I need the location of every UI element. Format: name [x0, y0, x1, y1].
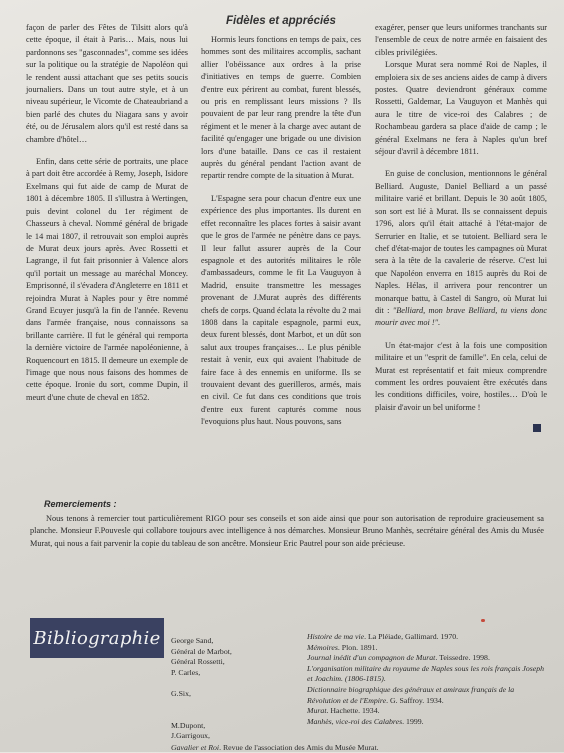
bibliography-entry [307, 717, 547, 728]
bibliography-authors [171, 636, 293, 742]
bibliography-entry [307, 653, 547, 664]
bibliography-author: M.Dupont, [171, 720, 206, 730]
entry-title: L'organisation militaire du royaume de Naples sous les rois français Joseph et Joachim. (1806-1815). [307, 663, 545, 684]
article-column-3 [375, 22, 547, 492]
col2-paragraph-2: L'Espagne sera pour chacun d'entre eux une expérience des plus importantes. Ils durent en effet reconnaître les places fortes à saisir avant que le gros de l'armée ne pénètre dans ce pays. Il leur fallut assurer auprès de la Cour espagnole et des autorités militaires le rôle d'ambassadeurs, comme le fit La Vauguyon à Madrid, ensuite transmettre les messages provenant de J.Murat auprès des différents chefs de corps. Quand éclata la révolte du 2 mai 1808 dans la capitale espagnole, parmi eux, deux furent blessés, dont Marbot, et un dût son salut aux troupes françaises… Le plus pénible restait à venir, eux qui avaient l'habitude de faire face à des ennemis en uniforme. Ils se trouvaient devant des guerilleros, armés, mais en civil. Ce fut dans ces conditions que trois d'entre eux furent capturés comme nous l'evoquions plus haut. Nous pouvons, sans [201, 193, 361, 427]
bibliography-logo [30, 618, 164, 658]
entry-publisher: . Revue de l'association des Amis du Musée Murat. [219, 743, 379, 752]
acknowledgements-text: Nous tenons à remercier tout particulièrement RIGO pour ses conseils et son aide ainsi que pour son autorisation de reproduire gracieusement sa planche. Monsieur F.Pouvesle qui collabore toujours avec intelligence à nos démarches. Monsieur Bruno Manhès, secrétaire général des Amis du Musée Murat, qui nous a fait parvenir la copie du tableau de son ancêtre. Monsieur Eric Pautrel pour son aide précieuse. [30, 513, 544, 548]
acknowledgements [30, 498, 544, 550]
col2-paragraph-1: Hormis leurs fonctions en temps de paix, ces hommes sont des militaires accomplis, sachant allier l'obéissance aux ordres à la prise d'initiatives en temps de guerre. Combien d'entre eux périrent au combat, furent blessés, ou pris en remplissant leurs missions ? Ils pouvaient de par leur rang prendre la tête d'un régiment et le mener à la charge avec autant de facilité qu'engager une brigade ou une division lors d'une bataille. Dans ce cas il restaient auprès du général pendant l'action avant de repartir rendre compte de la situation à Murat. [201, 35, 361, 181]
col3-paragraph-1: exagérer, penser que leurs uniformes tranchants sur l'ensemble de ceux de notre armée en faisaient des cibles privilégiées. [375, 23, 547, 57]
entry-title: Murat [307, 706, 327, 716]
bibliography-last-entry [171, 743, 551, 753]
entry-title: Manhès, vice-roi des Calabres [307, 716, 403, 726]
bibliography-author [171, 700, 293, 711]
bibliography-entry [307, 643, 547, 654]
entry-title: Mémoires [307, 642, 338, 652]
bibliography-author: P. Carles, [171, 667, 201, 677]
entry-publisher: . Hachette. 1934. [326, 706, 380, 716]
article-column-2 [201, 15, 361, 484]
end-of-article-mark [533, 424, 541, 432]
bibliography-author: Général Rossetti, [171, 657, 225, 667]
bibliography-entry [307, 685, 547, 706]
bibliography-entry [307, 632, 547, 643]
entry-publisher: . 1999. [402, 716, 424, 726]
col1-paragraph-1: façon de parler des Fêtes de Tilsitt alors qu'à cette époque, il était à Paris… Mais, nous lui pardonnons ses "gasconnades", comme ses idées sur la politique ou la stratégie de Napoléon qui le rendent aussi attachant que ses petits soucis journaliers. Dans un tout autre style, et à un niveau supérieur, le Vicomte de Chateaubriand a bien parlé des chutes du Niagara sans y avoir été, ou de Jérusalem alors qu'il est resté dans sa chambre d'hôtel… [26, 23, 188, 144]
col3-paragraph-2: Lorsque Murat sera nommé Roi de Naples, il emploiera six de ses anciens aides de camp à divers postes. Quatre deviendront généraux comme Rossetti, Galdemar, La Vauguyon et Manhès qui aura le titre de vice-roi des Calabres ; de Rochambeau gardera sa place d'aide de camp ; le général Exelmans ne fera à Naples qu'un bref séjour d'avril à décembre 1811. [375, 60, 547, 157]
bibliography-author: G.Six, [171, 688, 191, 698]
bibliography-author: J.Garrigoux, [171, 731, 210, 741]
bibliography-entry [307, 664, 547, 685]
bibliography-entry [307, 706, 547, 717]
entry-publisher: . Teissedre. 1998. [435, 653, 490, 663]
entry-title: Gavalier et Roi [171, 743, 220, 752]
bibliography-titles [307, 632, 547, 727]
entry-title: Histoire de ma vie [307, 632, 365, 641]
section-heading: Fidèles et appréciés [226, 15, 336, 27]
bibliography-author: Général de Marbot, [171, 646, 232, 656]
bibliography-author: George Sand, [171, 636, 214, 645]
article-column-1 [26, 22, 188, 484]
acknowledgements-title: Remerciements : [44, 499, 117, 509]
entry-publisher: . Plon. 1891. [337, 642, 378, 652]
bibliography-author [171, 678, 293, 689]
bibliography-label: Bibliographie [33, 627, 161, 649]
belliard-quote: "Belliard, mon brave Belliard, tu viens donc mourir avec moi !". [375, 305, 547, 328]
entry-title: Journal inédit d'un compagnon de Murat [307, 653, 436, 663]
col3-paragraph-4: Un état-major c'est à la fois une composition militaire et un "esprit de famille". En cela, celui de Murat est représentatif et fait mieux comprendre comment les ordres pouvaient être exécutés dans les conditions difficiles, voire, hostiles… D'où le plaisir d'avoir un bel uniforme ! [375, 340, 547, 412]
entry-publisher: . G. Saffroy. 1934. [386, 695, 444, 705]
entry-title: Dictionnaire biographique des généraux et amiraux français de la Révolution et de l'Empire [307, 684, 515, 705]
entry-publisher: . La Pléiade, Gallimard. 1970. [364, 632, 459, 641]
decorative-red-mark [481, 619, 485, 622]
col1-paragraph-2: Enfin, dans cette série de portraits, une place à part doit être accordée à Remy, Joseph, Isidore Exelmans qui fut aide de camp de Murat de 1801 à décembre 1805. Il s'illustra à Wertingen, puis devint colonel du 1er régiment de Chasseurs à cheval. Nommé général de brigade le 14 mai 1807, il retrouvait son emploi auprès de Murat deux jours après. Avec Rossetti et Lagrange, il fut fait prisonnier à Valence alors qu'il portait un message au maréchal Moncey. Emprisonné, il s'évadera d'Angleterre en 1811 et rejoindra Murat à Naples pour y être nommé Grand Ecuyer jusqu'à la fin de l'année. Revenu dans l'armée française, nous connaissons sa brillante carrière. Il fut le général qui remporta la dernière victoire de l'armée napoléonienne, à Roquencourt en 1815. Il demeure un exemple de l'image que nous nous faisons des hommes de cette époque. Ironie du sort, comme Dupin, il meurt d'une chute de cheval en 1852. [26, 157, 188, 402]
col3-paragraph-3 [375, 168, 547, 329]
col3-paragraph-3-text: En guise de conclusion, mentionnons le général Belliard. Auguste, Daniel Belliard a un passé militaire varié et brillant. Depuis le 30 août 1805, son sort est lié à Murat. Ils se connaissent depuis 1796, alors qu'il était attaché à l'état-major de Serrurier en Italie, et se tutoient. Belliard sera le chef d'état-major de toutes les campagnes où Murat sera à la tête de la cavalerie de réserve. C'est lui que Napoléon enverra en 1815 auprès du Roi de Naples. Hélas, il arrivera pour rencontrer un monarque battu, à Castel di Sangro, où Murat lui dit : [375, 169, 547, 315]
bibliography-author [171, 710, 293, 721]
